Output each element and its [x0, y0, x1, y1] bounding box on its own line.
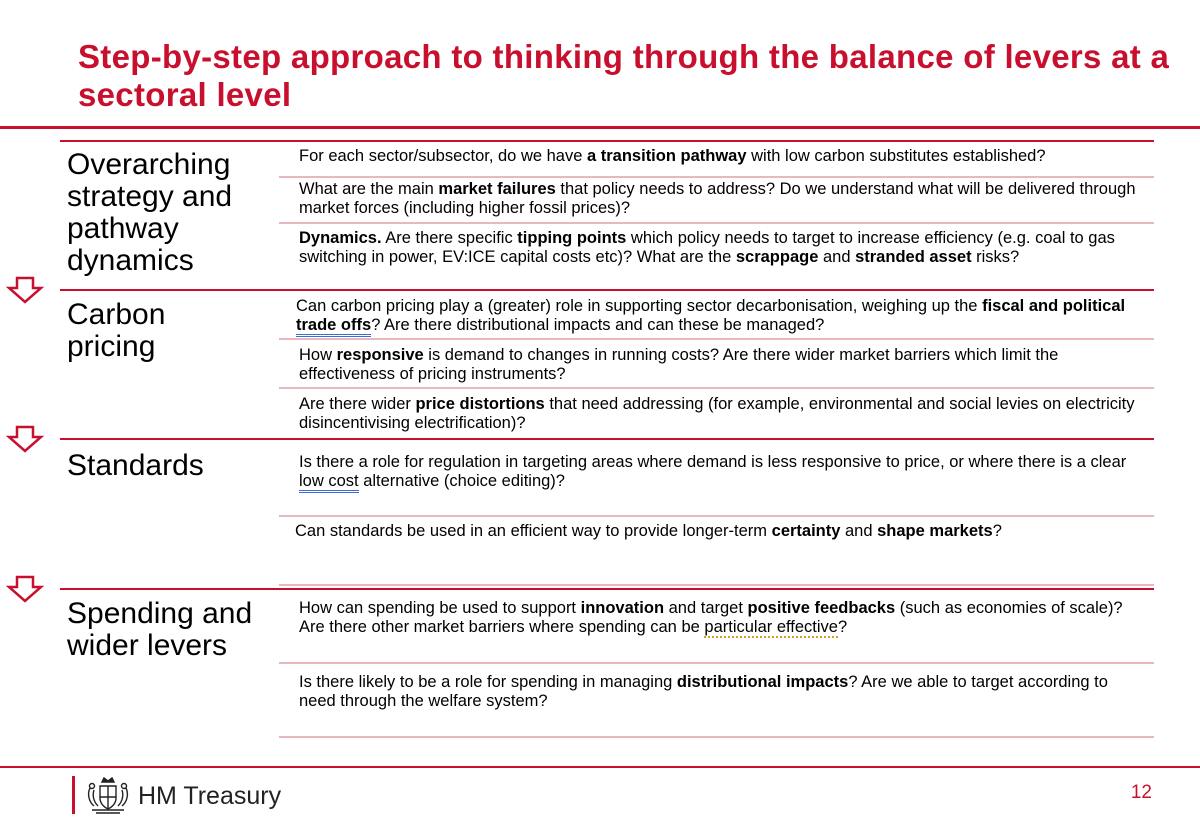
- section-label-spending: Spending and wider levers: [67, 597, 253, 662]
- down-arrow-icon: [6, 425, 44, 453]
- section-label-carbon-pricing: Carbon pricing: [67, 298, 166, 363]
- question-divider: [279, 515, 1154, 517]
- question-text: How can spending be used to support innovation and target positive feedbacks (such as economies of scale)? Are there other market barriers where spending can be particular effective?: [299, 599, 1123, 636]
- section-label-standards: Standards: [67, 449, 204, 482]
- section-label-strategy: Overarching strategy and pathway dynamics: [67, 148, 233, 277]
- question-text: Is there likely to be a role for spending in managing distributional impacts? Are we able to target according to need through the welfare system?: [299, 673, 1108, 710]
- question-divider: [279, 387, 1154, 389]
- question-divider: [279, 222, 1154, 224]
- title-divider: [0, 126, 1200, 129]
- question-text: Is there a role for regulation in targeting areas where demand is less responsive to price, or where there is a clear low cost alternative (choice editing)?: [299, 453, 1144, 491]
- footer-accent-bar: [72, 776, 75, 814]
- footer-divider: [0, 766, 1200, 768]
- page-number: 12: [1130, 782, 1152, 803]
- question-divider: [279, 338, 1154, 340]
- question-text: Can standards be used in an efficient way to provide longer-term certainty and shape markets?: [295, 522, 1002, 540]
- down-arrow-icon: [6, 276, 44, 304]
- question-text: Are there wider price distortions that need addressing (for example, environmental and social levies on electricity disincentivising electrification)?: [299, 395, 1135, 432]
- question-text: What are the main market failures that policy needs to address? Do we understand what will be delivered through market forces (including higher fossil prices)?: [299, 180, 1136, 217]
- section-divider: [60, 588, 1154, 590]
- question-divider: [279, 584, 1154, 586]
- section-divider: [60, 438, 1154, 440]
- question-text: Dynamics. Are there specific tipping points which policy needs to target to increase efficiency (e.g. coal to gas switching in power, EV:ICE capital costs etc)? What are the scrappage and stranded asset risks?: [299, 229, 1115, 266]
- section-divider: [60, 140, 1154, 142]
- question-divider: [279, 662, 1154, 664]
- page-title: Step-by-step approach to thinking through the balance of levers at a sectoral level: [78, 38, 1170, 113]
- question-divider: [279, 736, 1154, 738]
- section-divider: [60, 289, 1154, 291]
- royal-crest-icon: [84, 776, 132, 816]
- question-divider: [279, 176, 1154, 178]
- question-text: How responsive is demand to changes in running costs? Are there wider market barriers which limit the effectiveness of pricing instruments?: [299, 346, 1059, 383]
- down-arrow-icon: [6, 575, 44, 603]
- question-text: Can carbon pricing play a (greater) role in supporting sector decarbonisation, weighing up the fiscal and political trade offs? Are there distributional impacts and can these be managed?: [296, 297, 1146, 335]
- question-text: For each sector/subsector, do we have a transition pathway with low carbon substitutes established?: [299, 147, 1046, 165]
- brand-name: HM Treasury: [138, 782, 282, 810]
